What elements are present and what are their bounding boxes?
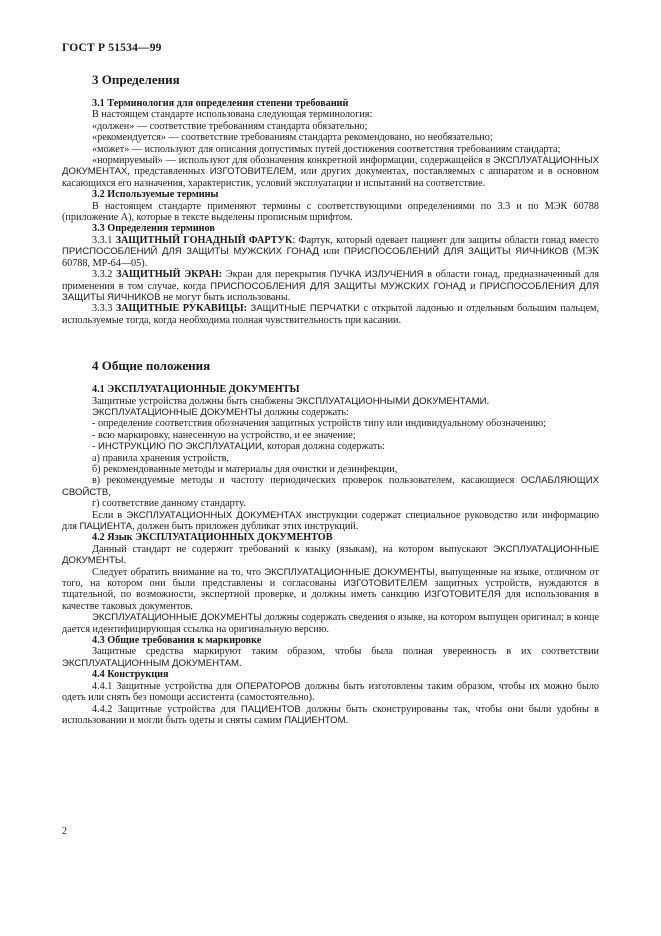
term: ПАЦИЕНТА bbox=[79, 521, 133, 532]
term: ПРИСПОСОБЛЕНИЯ ДЛЯ ЗАЩИТЫ ЯИЧНИКОВ bbox=[62, 280, 600, 303]
paragraph: Если в ЭКСПЛУАТАЦИОННЫХ ДОКУМЕНТАХ инструкции содержат специальное руководство или информацию для ПАЦИЕНТА, должен быть приложен дубликат этих инструкций. bbox=[62, 509, 599, 532]
term: ПУЧКА ИЗЛУЧЕНИЯ bbox=[329, 269, 424, 281]
list-item: - определение соответствия обозначения защитных устройств типу или индивидуальному обозначению; bbox=[92, 418, 546, 430]
document-header: ГОСТ Р 51534—99 bbox=[62, 42, 162, 54]
term: ИЗГОТОВИТЕЛЕМ bbox=[343, 578, 428, 590]
paragraph: 4.4.2 Защитные устройства для ПАЦИЕНТОВ должны быть сконструированы так, чтобы они были удобны в использовании и могли быть одеты и сняты самим ПАЦИЕНТОМ. bbox=[62, 703, 599, 726]
paragraph: В настоящем стандарте использована следующая терминология: bbox=[92, 109, 373, 121]
defined-term: ЗАЩИТНЫЕ РУКАВИЦЫ: bbox=[115, 303, 247, 315]
term: ЭКСПЛУАТАЦИОННЫМ ДОКУМЕНТАМ bbox=[62, 657, 240, 669]
paragraph: ЭКСПЛУАТАЦИОННЫЕ ДОКУМЕНТЫ должны содержать сведения о языке, на котором выпущен оригинал; в конце дается идентифицирующая ссылка на оригинальную версию. bbox=[62, 612, 599, 635]
section-4-4-title: 4.4 Конструкция bbox=[92, 669, 169, 681]
term: ПРИСПОСОБЛЕНИЙ ДЛЯ ЗАЩИТЫ МУЖСКИХ ГОНАД bbox=[62, 246, 319, 258]
paragraph: «должен» — соответствие требованиям стандарта обязательно; bbox=[92, 120, 368, 132]
paragraph: В настоящем стандарте применяют термины с соответствующими определениями по 3.3 и по МЭК 60788 (приложение А), которые в тексте выделены прописным шрифтом. bbox=[62, 200, 599, 224]
term: ЭКСПЛУАТАЦИОННЫЕ ДОКУМЕНТЫ bbox=[264, 566, 435, 578]
paragraph: «рекомендуется» — соответствие требованиям стандарта рекомендовано, но необязательно; bbox=[92, 132, 493, 144]
term: ЗАЩИТНЫЕ ПЕРЧАТКИ bbox=[250, 303, 360, 315]
term: ПАЦИЕНТОМ bbox=[284, 714, 346, 726]
definition: 3.3.3 ЗАЩИТНЫЕ РУКАВИЦЫ: ЗАЩИТНЫЕ ПЕРЧАТКИ с открытой ладонью и отдельным большим пальцем, используемые тогда, когда необходима полная чувствительность при касании. bbox=[62, 303, 599, 326]
list-item: г) соответствие данному стандарту. bbox=[92, 498, 246, 510]
paragraph: «нормируемый» — используют для обозначения конкретной информации, содержащейся в ЭКСПЛУАТАЦИОННЫХ ДОКУМЕНТАХ, представленных ИЗГОТОВИТЕЛЕМ, или других документах, поставляемых с аппаратом и в основном касающихся его назначения, характеристик, условий эксплуатации и испытаний на соответствие. bbox=[62, 155, 599, 189]
paragraph: ЭКСПЛУАТАЦИОННЫЕ ДОКУМЕНТЫ должны содержать: bbox=[92, 406, 349, 418]
section-4-2-title: 4.2 Язык ЭКСПЛУАТАЦИОННЫХ ДОКУМЕНТОВ bbox=[92, 532, 333, 544]
document-page bbox=[62, 42, 599, 726]
section-4-1-title: 4.1 ЭКСПЛУАТАЦИОННЫЕ ДОКУМЕНТЫ bbox=[92, 384, 300, 396]
term: ЭКСПЛУАТАЦИОННЫХ ДОКУМЕНТАХ bbox=[62, 155, 599, 178]
section-4-3-title: 4.3 Общие требования к маркировке bbox=[92, 635, 262, 647]
defined-term: ЗАЩИТНЫЙ ГОНАДНЫЙ ФАРТУК bbox=[115, 234, 293, 246]
list-item: - всю маркировку, нанесенную на устройство, и ее значение; bbox=[92, 429, 356, 441]
term: ИЗГОТОВИТЕЛЯ bbox=[424, 589, 501, 601]
list-item: - ИНСТРУКЦИЮ ПО ЭКСПЛУАТАЦИИ, которая должна содержать: bbox=[92, 441, 385, 453]
section-3-2-title: 3.2 Используемые термины bbox=[92, 189, 219, 201]
paragraph: Защитные средства маркируют таким образом, чтобы была полная уверенность в их соответствии ЭКСПЛУАТАЦИОННЫМ ДОКУМЕНТАМ. bbox=[62, 646, 599, 669]
term: ЭКСПЛУАТАЦИОННЫЕ ДОКУМЕНТЫ bbox=[92, 612, 262, 624]
section-3-1-title: 3.1 Терминология для определения степени требований bbox=[92, 98, 349, 109]
term: ПАЦИЕНТОВ bbox=[240, 703, 301, 715]
term: ПРИСПОСОБЛЕНИЯ ДЛЯ ЗАЩИТЫ МУЖСКИХ ГОНАД bbox=[210, 280, 466, 292]
term: ЭКСПЛУАТАЦИОННЫЕ ДОКУМЕНТЫ bbox=[92, 406, 262, 418]
paragraph: 4.4.1 Защитные устройства для ОПЕРАТОРОВ должны быть изготовлены таким образом, чтобы их можно было одеть или снять без помощи ассистента (самостоятельно). bbox=[62, 680, 600, 704]
definition: 3.3.2 ЗАЩИТНЫЙ ЭКРАН: Экран для перекрытия ПУЧКА ИЗЛУЧЕНИЯ в области гонад, предназначенный для применения в том случае, когда ПРИСПОСОБЛЕНИЯ ДЛЯ ЗАЩИТЫ МУЖСКИХ ГОНАД и ПРИСПОСОБЛЕНИЯ ДЛЯ ЗАЩИТЫ ЯИЧНИКОВ не могут быть использованы. bbox=[62, 269, 600, 303]
term: ЭКСПЛУАТАЦИОННЫХ ДОКУМЕНТОВ bbox=[135, 532, 333, 544]
list-item: в) рекомендуемые методы и частоту периодических проверок пользователем, касающиеся ОСЛАБЛЯЮЩИХ СВОЙСТВ, bbox=[62, 475, 599, 498]
term: ПРИСПОСОБЛЕНИЙ ДЛЯ ЗАЩИТЫ ЯИЧНИКОВ bbox=[343, 246, 569, 258]
section-4-title: 4 Общие положения bbox=[92, 358, 211, 374]
list-item: б) рекомендованные методы и материалы для очистки и дезинфекции, bbox=[92, 463, 398, 475]
defined-term: ЗАЩИТНЫЙ ЭКРАН: bbox=[116, 269, 223, 281]
list-item: а) правила хранения устройств, bbox=[92, 452, 229, 464]
paragraph: Данный стандарт не содержит требований к языку (языкам), на котором выпускают ЭКСПЛУАТАЦИОННЫЕ ДОКУМЕНТЫ. bbox=[62, 543, 599, 567]
paragraph: Защитные устройства должны быть снабжены ЭКСПЛУАТАЦИОННЫМИ ДОКУМЕНТАМИ. bbox=[92, 395, 490, 407]
paragraph: «может» — используют для описания допустимых путей достижения соответствия требованиям стандарта; bbox=[92, 143, 561, 155]
term: ОПЕРАТОРОВ bbox=[235, 680, 301, 692]
term: ИНСТРУКЦИЮ ПО ЭКСПЛУАТАЦИИ bbox=[97, 441, 262, 453]
term: ОСЛАБЛЯЮЩИХ СВОЙСТВ bbox=[62, 475, 599, 498]
paragraph: Следует обратить внимание на то, что ЭКСПЛУАТАЦИОННЫЕ ДОКУМЕНТЫ, выпущенные на языке, отличном от того, на котором они были представлены и согласованы ИЗГОТОВИТЕЛЕМ защитных устройств, нуждаются в тщательной, по возможности, экспертной проверке, и должны иметь санкцию ИЗГОТОВИТЕЛЯ для использования в качестве таковых документов. bbox=[62, 566, 599, 612]
term: ЭКСПЛУАТАЦИОННЫМИ ДОКУМЕНТАМИ bbox=[295, 395, 487, 407]
term: ЭКСПЛУАТАЦИОННЫХ ДОКУМЕНТАХ bbox=[126, 509, 302, 521]
definition: 3.3.1 ЗАЩИТНЫЙ ГОНАДНЫЙ ФАРТУК: Фартук, который одевает пациент для защиты области гонад вместо ПРИСПОСОБЛЕНИЙ ДЛЯ ЗАЩИТЫ МУЖСКИХ ГОНАД или ПРИСПОСОБЛЕНИЙ ДЛЯ ЗАЩИТЫ ЯИЧНИКОВ (МЭК 60788, МР-64—05). bbox=[62, 234, 599, 269]
term: ИЗГОТОВИТЕЛЕМ bbox=[209, 166, 294, 178]
section-3-3-title: 3.3 Определения терминов bbox=[92, 223, 215, 235]
section-3-title: 3 Определения bbox=[92, 72, 180, 87]
term: ЭКСПЛУАТАЦИОННЫЕ ДОКУМЕНТЫ bbox=[62, 543, 599, 567]
page-number: 2 bbox=[62, 826, 67, 837]
